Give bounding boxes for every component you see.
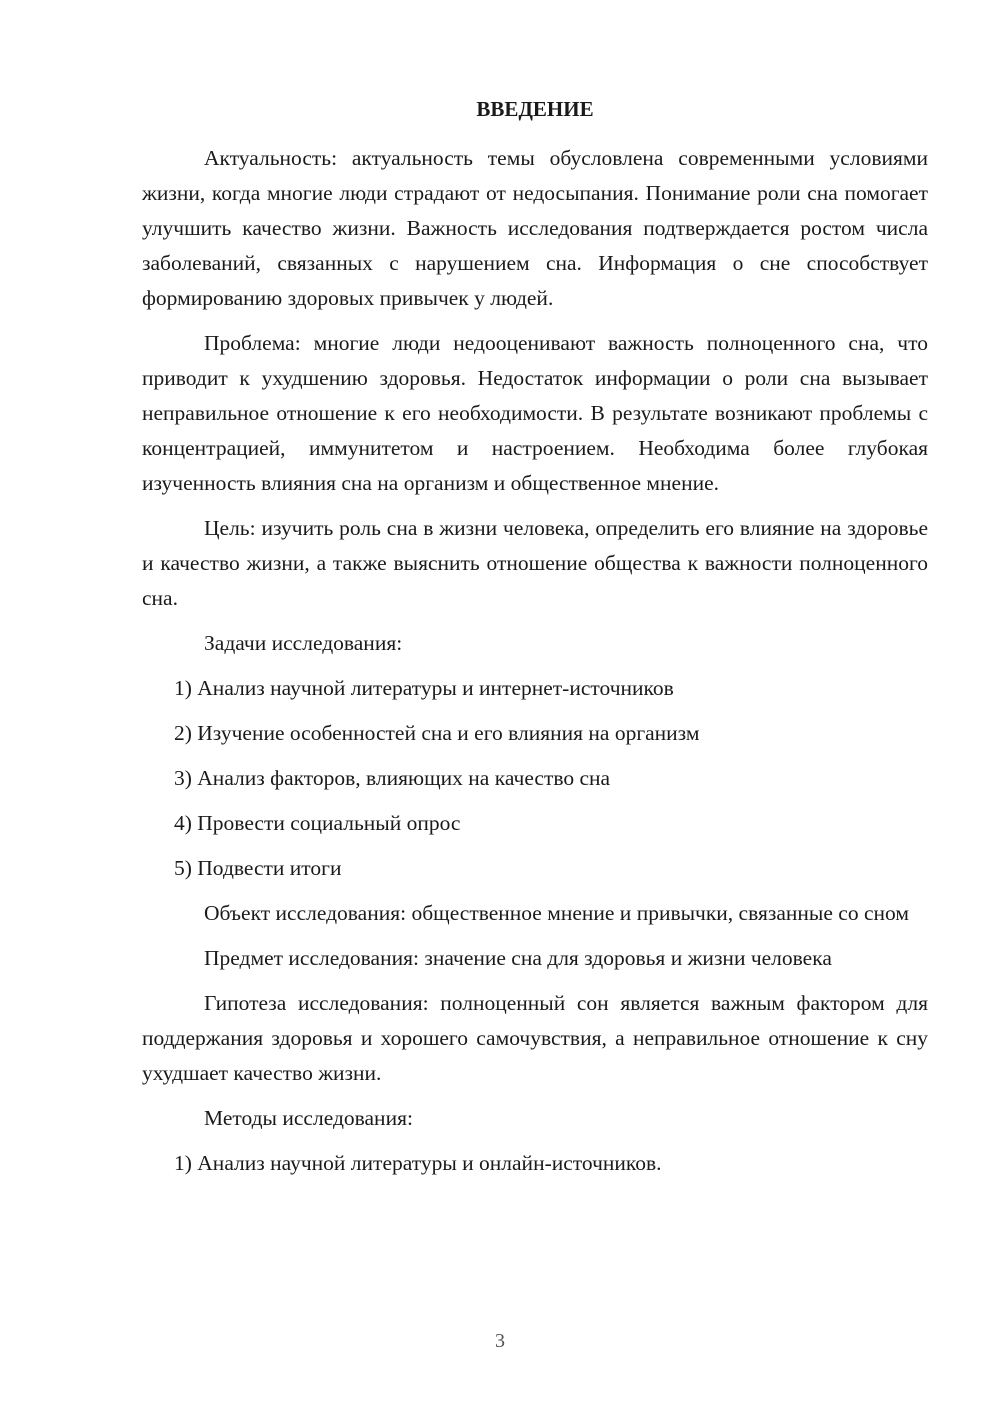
document-page [142,92,928,1191]
list-item: 2) Изучение особенностей сна и его влияния на организм [174,721,700,745]
subject-paragraph: Предмет исследования: значение сна для здоровья и жизни человека [204,946,832,970]
page-title: ВВЕДЕНИЕ [476,97,594,121]
list-item: 1) Анализ научной литературы и интернет-источников [174,676,674,700]
methods-list [142,1146,928,1181]
list-item: 1) Анализ научной литературы и онлайн-источников. [174,1151,662,1175]
hypothesis-paragraph: Гипотеза исследования: полноценный сон является важным фактором для поддержания здоровья и хорошего самочувствия, а неправильное отношение к сну ухудшает качество жизни. [142,991,928,1085]
methods-heading: Методы исследования: [204,1106,413,1130]
tasks-list [142,671,928,886]
object-paragraph: Объект исследования: общественное мнение и привычки, связанные со сном [204,901,909,925]
tasks-heading: Задачи исследования: [204,631,403,655]
problem-paragraph: Проблема: многие люди недооценивают важность полноценного сна, что приводит к ухудшению здоровья. Недостаток информации о роли сна вызывает неправильное отношение к его необходимости. В результате возникают проблемы с концентрацией, иммунитетом и настроением. Необходима более глубокая изученность влияния сна на организм и общественное мнение. [142,331,928,495]
list-item: 4) Провести социальный опрос [174,811,461,835]
list-item: 3) Анализ факторов, влияющих на качество сна [174,766,611,790]
relevance-paragraph: Актуальность: актуальность темы обусловлена современными условиями жизни, когда многие люди страдают от недосыпания. Понимание роли сна помогает улучшить качество жизни. Важность исследования подтверждается ростом числа заболеваний, связанных с нарушением сна. Информация о сне способствует формированию здоровых привычек у людей. [142,146,928,310]
page-number: 3 [495,1330,505,1352]
list-item: 5) Подвести итоги [174,856,342,880]
goal-paragraph: Цель: изучить роль сна в жизни человека, определить его влияние на здоровье и качество жизни, а также выяснить отношение общества к важности полноценного сна. [142,516,928,610]
